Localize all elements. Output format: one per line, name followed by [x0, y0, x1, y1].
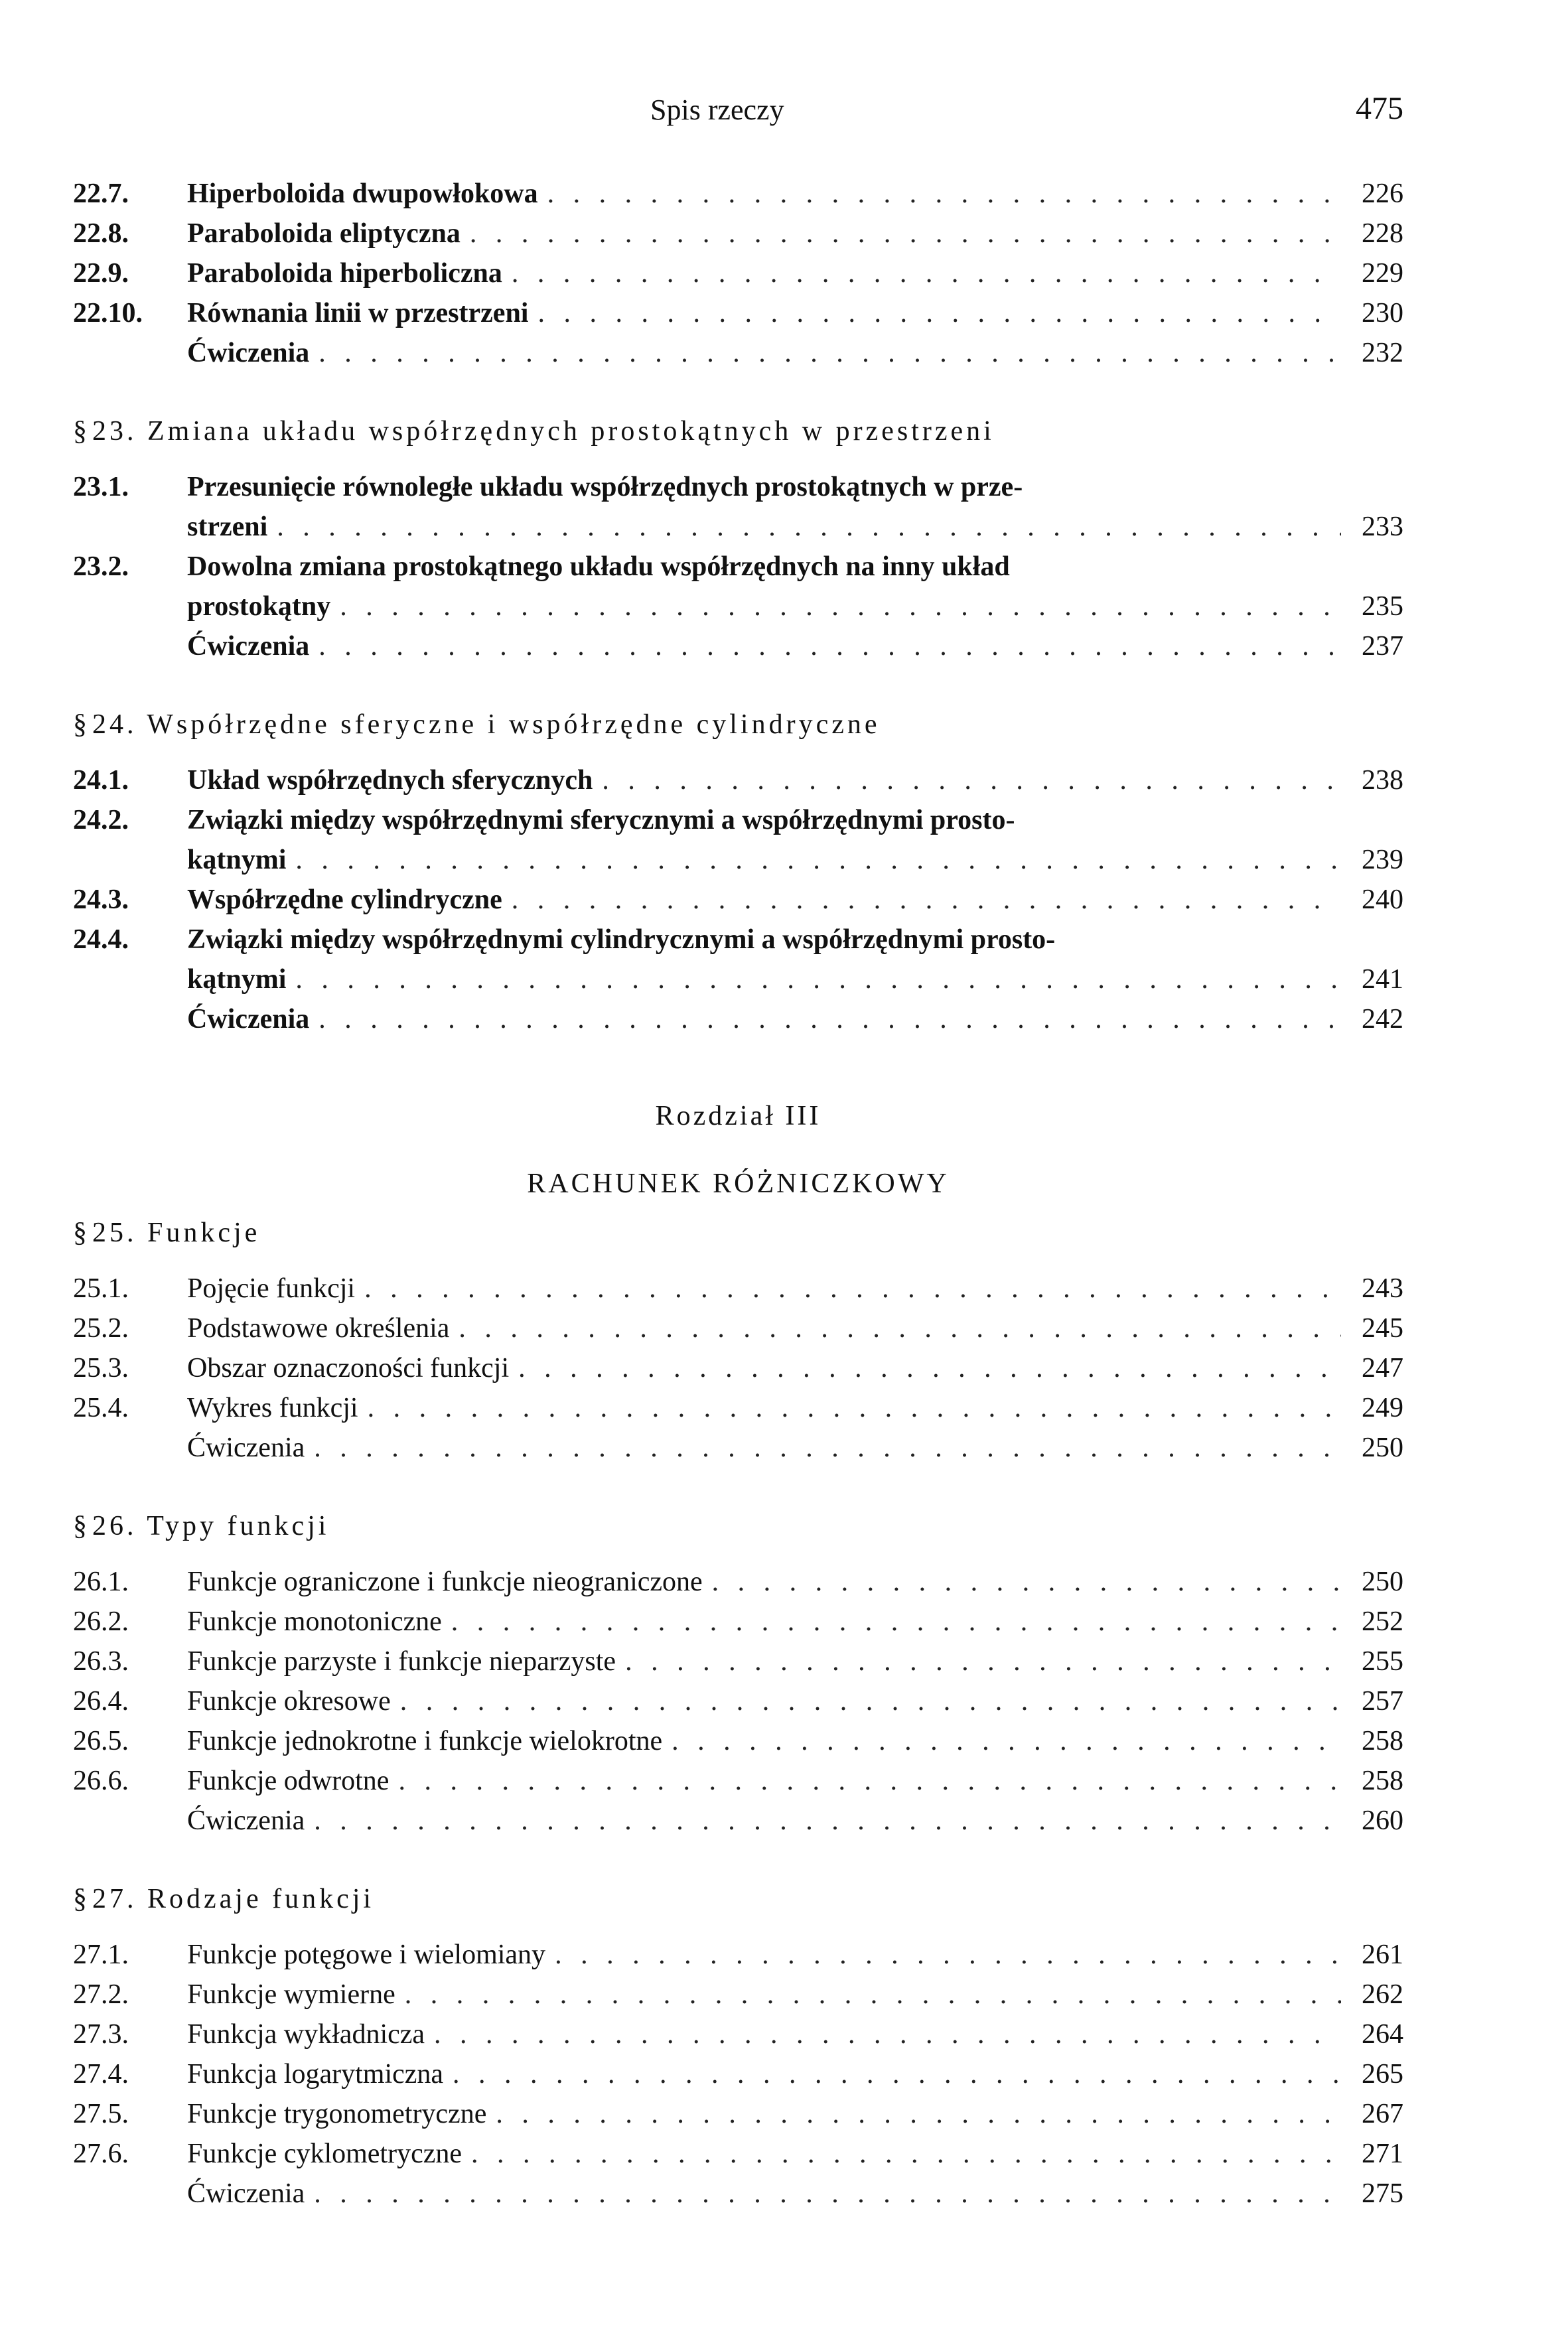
entry-number: 24.3. [73, 884, 129, 915]
toc-entry-continuation [73, 840, 1403, 880]
dot-leader [314, 1801, 1341, 1841]
toc-entry [73, 2094, 1403, 2134]
dot-leader [512, 253, 1341, 293]
entry-title: Funkcje cyklometryczne [187, 2139, 463, 2169]
dot-leader [518, 1348, 1341, 1388]
entry-title: Funkcje potęgowe i wielomiany [187, 1940, 546, 1970]
section-title: 23. Zmiana układu współrzędnych prostokątnych w przestrzeni [92, 416, 995, 447]
toc-entry [73, 1761, 1403, 1801]
section-title: 27. Rodzaje funkcji [92, 1884, 375, 1914]
entry-title: Funkcje odwrotne [187, 1766, 390, 1796]
section-heading-26 [73, 1506, 1403, 1546]
entry-title: Ćwiczenia [187, 1004, 310, 1034]
entry-title-line1: Dowolna zmiana prostokątnego układu współrzędnych na inny układ [187, 551, 1010, 582]
toc-group-25 [73, 1269, 1403, 1468]
toc-entry [73, 1681, 1403, 1721]
entry-number: 27.2. [73, 1979, 129, 2010]
dot-leader [400, 1681, 1341, 1721]
section-symbol: § [73, 416, 87, 447]
entry-page: 261 [1362, 1940, 1403, 1970]
entry-page: 255 [1362, 1646, 1403, 1677]
dot-leader [340, 587, 1341, 626]
entry-page: 229 [1362, 258, 1403, 289]
section-heading-25 [73, 1213, 1403, 1253]
dot-leader [295, 840, 1341, 880]
dot-leader [602, 760, 1341, 800]
toc-entry [73, 2174, 1403, 2214]
toc-entry [73, 880, 1403, 920]
section-symbol: § [73, 709, 87, 740]
toc-entry-continuation [73, 587, 1403, 626]
entry-title: Funkcje trygonometryczne [187, 2099, 487, 2129]
toc-entry [73, 1801, 1403, 1841]
entry-page: 233 [1362, 512, 1403, 542]
entry-title: Hiperboloida dwupowłokowa [187, 178, 538, 209]
entry-title: Paraboloida eliptyczna [187, 218, 461, 249]
toc-entry [73, 1562, 1403, 1602]
entry-title: Ćwiczenia [187, 2178, 305, 2209]
dot-leader [451, 1602, 1341, 1642]
toc-entry [73, 626, 1403, 666]
entry-number: 24.1. [73, 765, 129, 796]
entry-title-line1: Związki między współrzędnymi cylindrycznymi a współrzędnymi prosto- [187, 924, 1056, 955]
toc-group-22 [73, 174, 1403, 373]
entry-title: Funkcje ograniczone i funkcje nieograniczone [187, 1567, 703, 1597]
entry-number: 23.1. [73, 472, 129, 502]
entry-number: 25.2. [73, 1313, 129, 1344]
entry-number: 27.5. [73, 2099, 129, 2129]
toc-entry [73, 999, 1403, 1039]
entry-page: 250 [1362, 1433, 1403, 1463]
entry-title: Obszar oznaczoności funkcji [187, 1353, 510, 1383]
entry-number: 25.4. [73, 1393, 129, 1423]
dot-leader [314, 1428, 1341, 1468]
toc-entry [73, 800, 1403, 840]
dot-leader [712, 1562, 1341, 1602]
entry-page: 239 [1362, 845, 1403, 875]
dot-leader [547, 174, 1341, 214]
entry-page: 240 [1362, 884, 1403, 915]
entry-page: 247 [1362, 1353, 1403, 1383]
entry-number: 27.6. [73, 2139, 129, 2169]
dot-leader [295, 959, 1341, 999]
toc-entry [73, 333, 1403, 373]
toc-entry [73, 1388, 1403, 1428]
dot-leader [555, 1935, 1341, 1975]
entry-title: Równania linii w przestrzeni [187, 298, 529, 328]
entry-page: 230 [1362, 298, 1403, 328]
entry-number: 27.3. [73, 2019, 129, 2050]
dot-leader [471, 2134, 1341, 2174]
entry-page: 245 [1362, 1313, 1403, 1344]
toc-entry [73, 2054, 1403, 2094]
toc-entry [73, 1308, 1403, 1348]
entry-title: Ćwiczenia [187, 338, 310, 368]
entry-title: Ćwiczenia [187, 1805, 305, 1836]
entry-number: 25.1. [73, 1273, 129, 1304]
toc-entry [73, 2134, 1403, 2174]
entry-page: 257 [1362, 1686, 1403, 1717]
entry-number: 26.3. [73, 1646, 129, 1677]
entry-number: 26.6. [73, 1766, 129, 1796]
entry-title: Funkcje monotoniczne [187, 1606, 442, 1637]
section-title: 24. Współrzędne sferyczne i współrzędne cylindryczne [92, 709, 881, 740]
toc-entry [73, 174, 1403, 214]
chapter-label: Rozdział III [655, 1101, 821, 1131]
entry-title: Funkcje wymierne [187, 1979, 395, 2010]
entry-page: 271 [1362, 2139, 1403, 2169]
entry-page: 226 [1362, 178, 1403, 209]
entry-title: Wykres funkcji [187, 1393, 358, 1423]
dot-leader [364, 1269, 1341, 1308]
entry-page: 241 [1362, 964, 1403, 995]
toc-entry-continuation [73, 959, 1403, 999]
dot-leader [319, 626, 1341, 666]
entry-page: 228 [1362, 218, 1403, 249]
entry-number: 25.3. [73, 1353, 129, 1383]
entry-title: Funkcja wykładnicza [187, 2019, 425, 2050]
section-title: 26. Typy funkcji [92, 1511, 330, 1541]
toc-entry [73, 547, 1403, 587]
toc-entry [73, 214, 1403, 253]
entry-page: 238 [1362, 765, 1403, 796]
entry-title: Funkcje okresowe [187, 1686, 391, 1717]
entry-number: 22.7. [73, 178, 129, 209]
entry-title-line1: Związki między współrzędnymi sferycznymi a współrzędnymi prosto- [187, 805, 1015, 835]
section-heading-23 [73, 411, 1403, 451]
entry-page: 260 [1362, 1805, 1403, 1836]
entry-page: 237 [1362, 631, 1403, 662]
entry-title: Współrzędne cylindryczne [187, 884, 502, 915]
toc-entry [73, 1935, 1403, 1975]
entry-title: Pojęcie funkcji [187, 1273, 356, 1304]
toc-entry [73, 920, 1403, 959]
dot-leader [459, 1308, 1341, 1348]
toc-entry [73, 1602, 1403, 1642]
entry-number: 22.9. [73, 258, 129, 289]
toc-entry [73, 293, 1403, 333]
entry-page: 243 [1362, 1273, 1403, 1304]
toc-entry [73, 1975, 1403, 2014]
entry-number: 26.5. [73, 1726, 129, 1756]
toc-group-26 [73, 1562, 1403, 1841]
entry-title: Funkcje jednokrotne i funkcje wielokrotne [187, 1726, 663, 1756]
dot-leader [368, 1388, 1341, 1428]
entry-number: 26.1. [73, 1567, 129, 1597]
toc-group-23 [73, 467, 1403, 666]
entry-number: 27.1. [73, 1940, 129, 1970]
entry-title: Ćwiczenia [187, 631, 310, 662]
entry-title: Podstawowe określenia [187, 1313, 450, 1344]
toc-entry [73, 1642, 1403, 1681]
entry-page: 264 [1362, 2019, 1403, 2050]
entry-title: strzeni [187, 512, 268, 542]
toc-entry [73, 1348, 1403, 1388]
dot-leader [405, 1975, 1341, 2014]
dot-leader [470, 214, 1341, 253]
page-number: 475 [1356, 91, 1403, 126]
toc-group-27 [73, 1935, 1403, 2214]
entry-number: 27.4. [73, 2059, 129, 2089]
dot-leader [496, 2094, 1341, 2134]
entry-page: 258 [1362, 1766, 1403, 1796]
entry-title: Funkcja logarytmiczna [187, 2059, 444, 2089]
entry-page: 235 [1362, 591, 1403, 622]
toc-entry [73, 1269, 1403, 1308]
dot-leader [625, 1642, 1341, 1681]
entry-title: Układ współrzędnych sferycznych [187, 765, 593, 796]
entry-page: 249 [1362, 1393, 1403, 1423]
toc-entry [73, 2014, 1403, 2054]
entry-page: 265 [1362, 2059, 1403, 2089]
chapter-title: RACHUNEK RÓŻNICZKOWY [527, 1168, 950, 1199]
dot-leader [453, 2054, 1341, 2094]
toc-entry [73, 1721, 1403, 1761]
entry-number: 26.4. [73, 1686, 129, 1717]
toc-entry [73, 760, 1403, 800]
section-symbol: § [73, 1884, 87, 1914]
dot-leader [319, 999, 1341, 1039]
entry-page: 252 [1362, 1606, 1403, 1637]
entry-title: Paraboloida hiperboliczna [187, 258, 502, 289]
dot-leader [672, 1721, 1341, 1761]
toc-entry-continuation [73, 507, 1403, 547]
dot-leader [277, 507, 1341, 547]
entry-title: prostokątny [187, 591, 331, 622]
entry-page: 275 [1362, 2178, 1403, 2209]
dot-leader [314, 2174, 1341, 2214]
entry-page: 262 [1362, 1979, 1403, 2010]
entry-number: 24.2. [73, 805, 129, 835]
entry-title: Funkcje parzyste i funkcje nieparzyste [187, 1646, 616, 1677]
toc-group-24 [73, 760, 1403, 1039]
toc-entry [73, 253, 1403, 293]
entry-page: 250 [1362, 1567, 1403, 1597]
entry-number: 24.4. [73, 924, 129, 955]
entry-page: 232 [1362, 338, 1403, 368]
dot-leader [434, 2014, 1341, 2054]
toc-entry [73, 1428, 1403, 1468]
entry-title-line1: Przesunięcie równoległe układu współrzędnych prostokątnych w prze- [187, 472, 1023, 502]
entry-number: 22.8. [73, 218, 129, 249]
entry-number: 22.10. [73, 298, 143, 328]
section-heading-24 [73, 705, 1403, 744]
entry-page: 267 [1362, 2099, 1403, 2129]
entry-title: kątnymi [187, 845, 287, 875]
dot-leader [398, 1761, 1341, 1801]
entry-number: 26.2. [73, 1606, 129, 1637]
section-symbol: § [73, 1511, 87, 1541]
running-head [0, 93, 1568, 133]
table-of-contents [73, 174, 1403, 2214]
section-symbol: § [73, 1218, 87, 1248]
entry-number: 23.2. [73, 551, 129, 582]
toc-entry [73, 467, 1403, 507]
entry-page: 242 [1362, 1004, 1403, 1034]
dot-leader [537, 293, 1341, 333]
section-heading-27 [73, 1879, 1403, 1919]
entry-title: kątnymi [187, 964, 287, 995]
section-title: 25. Funkcje [92, 1218, 261, 1248]
running-title: Spis rzeczy [650, 94, 784, 126]
dot-leader [512, 880, 1341, 920]
dot-leader [319, 333, 1341, 373]
entry-title: Ćwiczenia [187, 1433, 305, 1463]
entry-page: 258 [1362, 1726, 1403, 1756]
